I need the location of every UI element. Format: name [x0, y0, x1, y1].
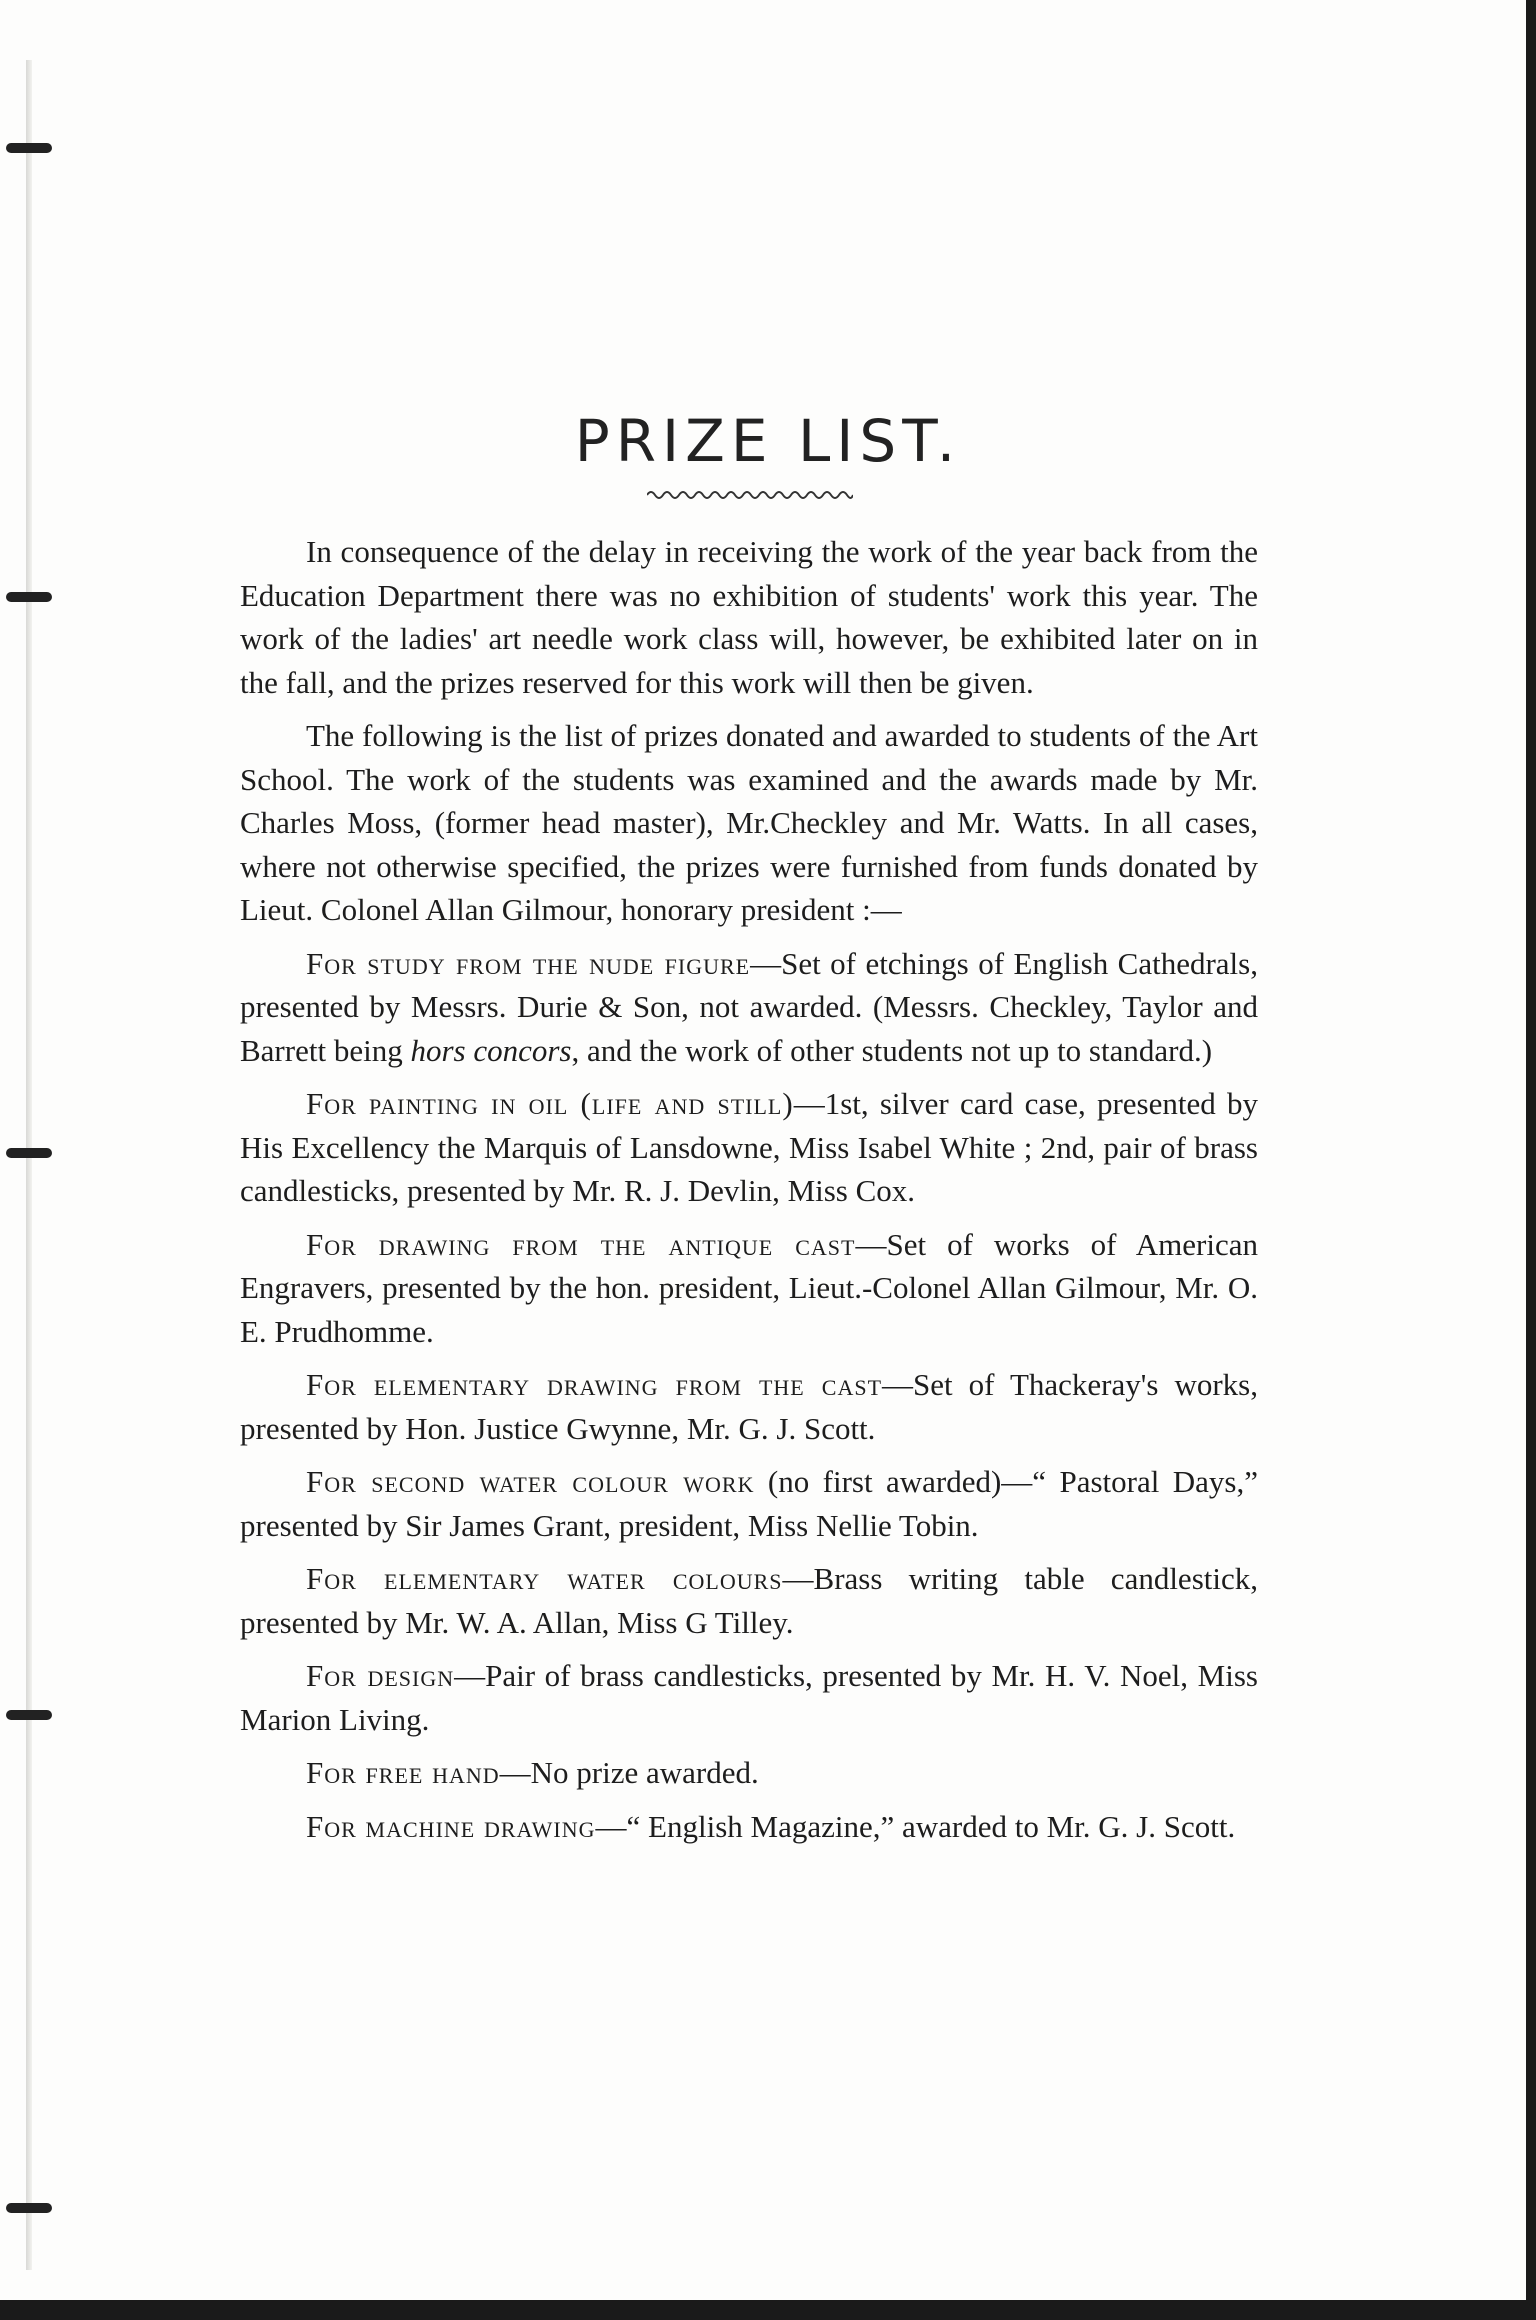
intro-paragraph: In consequence of the delay in receiving the work of the year back from the Education Department there was no exhibition of students' work this year. The work of the ladies' art needle work class will, however, be exhibited later on in the fall, and the prizes reserved for this work will then be given.	[240, 534, 1258, 700]
binding-stitch	[6, 2203, 52, 2213]
binding-stitch	[6, 1710, 52, 1720]
prize-text: —Brass writing table candlestick, presented by Mr. W. A. Allan, Miss G Tilley.	[240, 1561, 1258, 1640]
prize-text: —Set of Thackeray's works, presented by Hon. Justice Gwynne, Mr. G. J. Scott.	[240, 1367, 1258, 1446]
prize-text-tail: , and the work of other students not up to standard.)	[571, 1032, 1213, 1068]
page-edge-bottom	[0, 2300, 1536, 2320]
prize-text: —Set of works of American Engravers, presented by the hon. president, Lieut.-Colonel Allan Gilmour, Mr. O. E. Prudhomme.	[240, 1226, 1258, 1349]
prize-heading: For machine drawing	[306, 1808, 596, 1844]
page-edge-right	[1526, 0, 1536, 2320]
binding-spine	[26, 60, 32, 2270]
prize-text: —1st, silver card case, presented by His Excellency the Marquis of Lansdowne, Miss Isabel White ; 2nd, pair of brass candlesticks, presented by Mr. R. J. Devlin, Miss Cox.	[240, 1086, 1258, 1208]
prize-entry	[240, 1363, 1258, 1450]
prize-text: —“ English Magazine,” awarded to Mr. G. J. Scott.	[595, 1808, 1236, 1844]
prize-heading: For study from the nude figure	[306, 945, 751, 981]
prize-entry	[240, 1557, 1258, 1644]
prize-italic: hors concors	[410, 1032, 572, 1068]
intro-paragraph: The following is the list of prizes donated and awarded to students of the Art School. The work of the students was examined and the awards made by Mr. Charles Moss, (former head master), Mr.Checkley and Mr. Watts. In all cases, where not otherwise specified, the prizes were furnished from funds donated by Lieut. Colonel Allan Gilmour, honorary president :—	[240, 718, 1258, 927]
prize-heading: For elementary drawing from the cast	[306, 1367, 883, 1402]
prize-entry	[240, 1460, 1258, 1547]
prize-heading: For free hand	[306, 1755, 500, 1790]
prize-heading: For elementary water colours	[306, 1561, 783, 1596]
prize-heading: For drawing from the antique cast	[306, 1226, 856, 1262]
binding-stitch	[6, 592, 52, 602]
prize-text: —Pair of brass candlesticks, presented by Mr. H. V. Noel, Miss Marion Living.	[240, 1658, 1258, 1737]
body-text	[240, 530, 1258, 1858]
prize-text: —No prize awarded.	[499, 1755, 759, 1790]
prize-entry	[240, 1751, 1258, 1795]
page-title: PRIZE LIST.	[574, 406, 962, 475]
prize-entry	[240, 1654, 1258, 1741]
prize-text: —Set of etchings of English Cathedrals, presented by Messrs. Durie & Son, not awarded. (Messrs. Checkley, Taylor and Barrett being	[240, 945, 1258, 1068]
binding-stitch	[6, 1148, 52, 1158]
prize-heading: For second water colour work	[306, 1464, 755, 1499]
prize-entry	[240, 1805, 1258, 1849]
prize-entry	[240, 942, 1258, 1073]
prize-heading: For design	[306, 1658, 455, 1693]
prize-heading: For painting in oil (life and still)	[306, 1086, 794, 1121]
binding-stitch	[6, 143, 52, 153]
prize-entry	[240, 1223, 1258, 1354]
title-ornament	[647, 488, 853, 502]
prize-text: (no first awarded)—“ Pastoral Days,” presented by Sir James Grant, president, Miss Nellie Tobin.	[240, 1464, 1258, 1543]
prize-entry	[240, 1082, 1258, 1213]
